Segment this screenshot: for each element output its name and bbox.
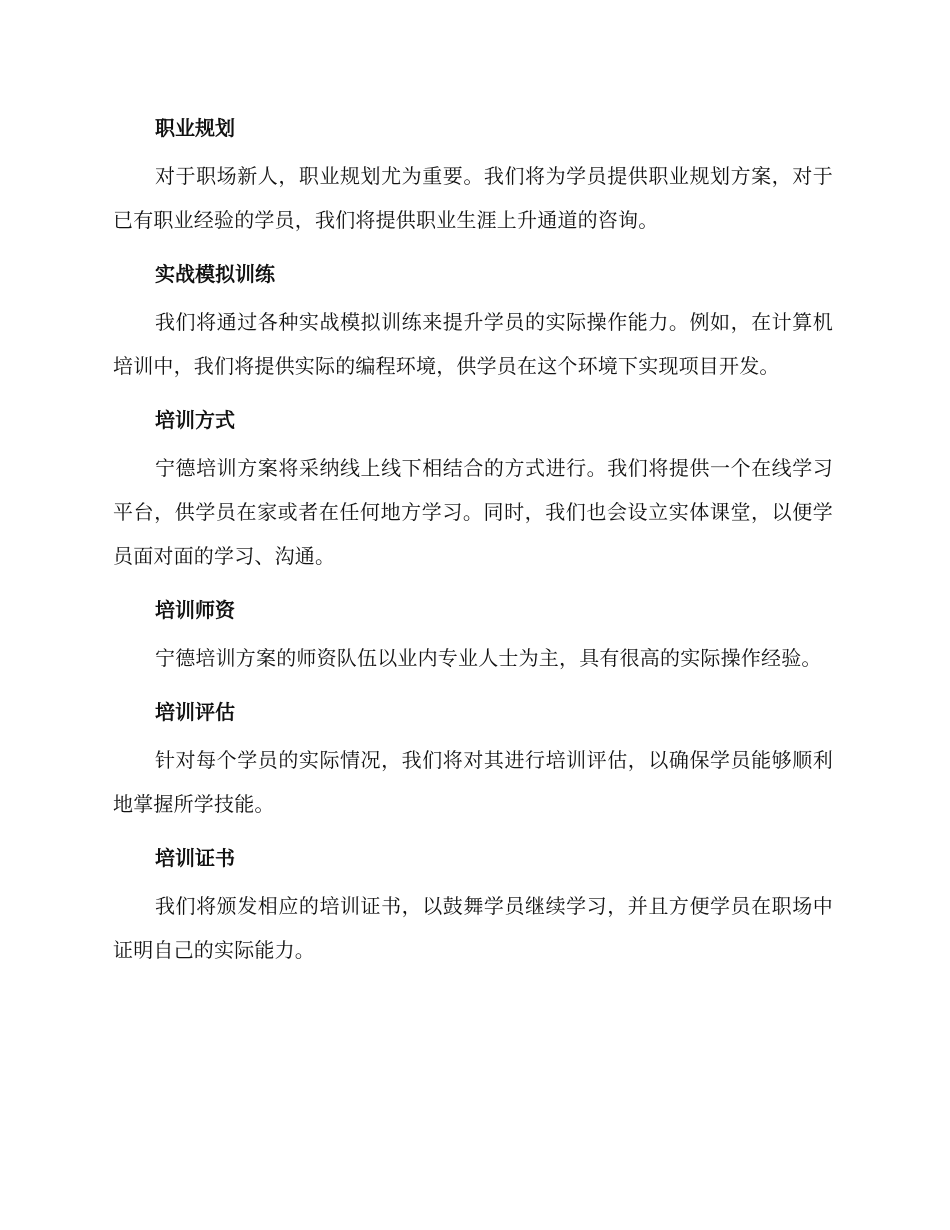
- section-heading: 培训证书: [155, 846, 235, 870]
- section-paragraph: 对于职场新人，职业规划尤为重要。我们将为学员提供职业规划方案，对于已有职业经验的学员，我们将提供职业生涯上升通道的咨询。: [113, 164, 833, 232]
- section-paragraph: 我们将通过各种实战模拟训练来提升学员的实际操作能力。例如，在计算机培训中，我们将提供实际的编程环境，供学员在这个环境下实现项目开发。: [113, 310, 833, 378]
- section-heading: 培训师资: [155, 598, 235, 622]
- section-heading: 职业规划: [155, 116, 235, 140]
- section-training-faculty: [113, 590, 833, 680]
- section-paragraph: 针对每个学员的实际情况，我们将对其进行培训评估，以确保学员能够顺利地掌握所学技能。: [113, 748, 833, 816]
- section-training-certificate: [113, 838, 833, 972]
- section-paragraph: 宁德培训方案的师资队伍以业内专业人士为主，具有很高的实际操作经验。: [155, 646, 822, 670]
- document-body: [113, 108, 833, 984]
- section-paragraph: 宁德培训方案将采纳线上线下相结合的方式进行。我们将提供一个在线学习平台，供学员在家或者在任何地方学习。同时，我们也会设立实体课堂，以便学员面对面的学习、沟通。: [113, 456, 833, 568]
- section-practical-training: [113, 254, 833, 388]
- section-heading: 培训方式: [155, 408, 235, 432]
- section-career-planning: [113, 108, 833, 242]
- section-heading: 实战模拟训练: [155, 262, 275, 286]
- section-training-evaluation: [113, 692, 833, 826]
- section-heading: 培训评估: [155, 700, 235, 724]
- section-paragraph: 我们将颁发相应的培训证书，以鼓舞学员继续学习，并且方便学员在职场中证明自己的实际能力。: [113, 894, 833, 962]
- section-training-method: [113, 400, 833, 578]
